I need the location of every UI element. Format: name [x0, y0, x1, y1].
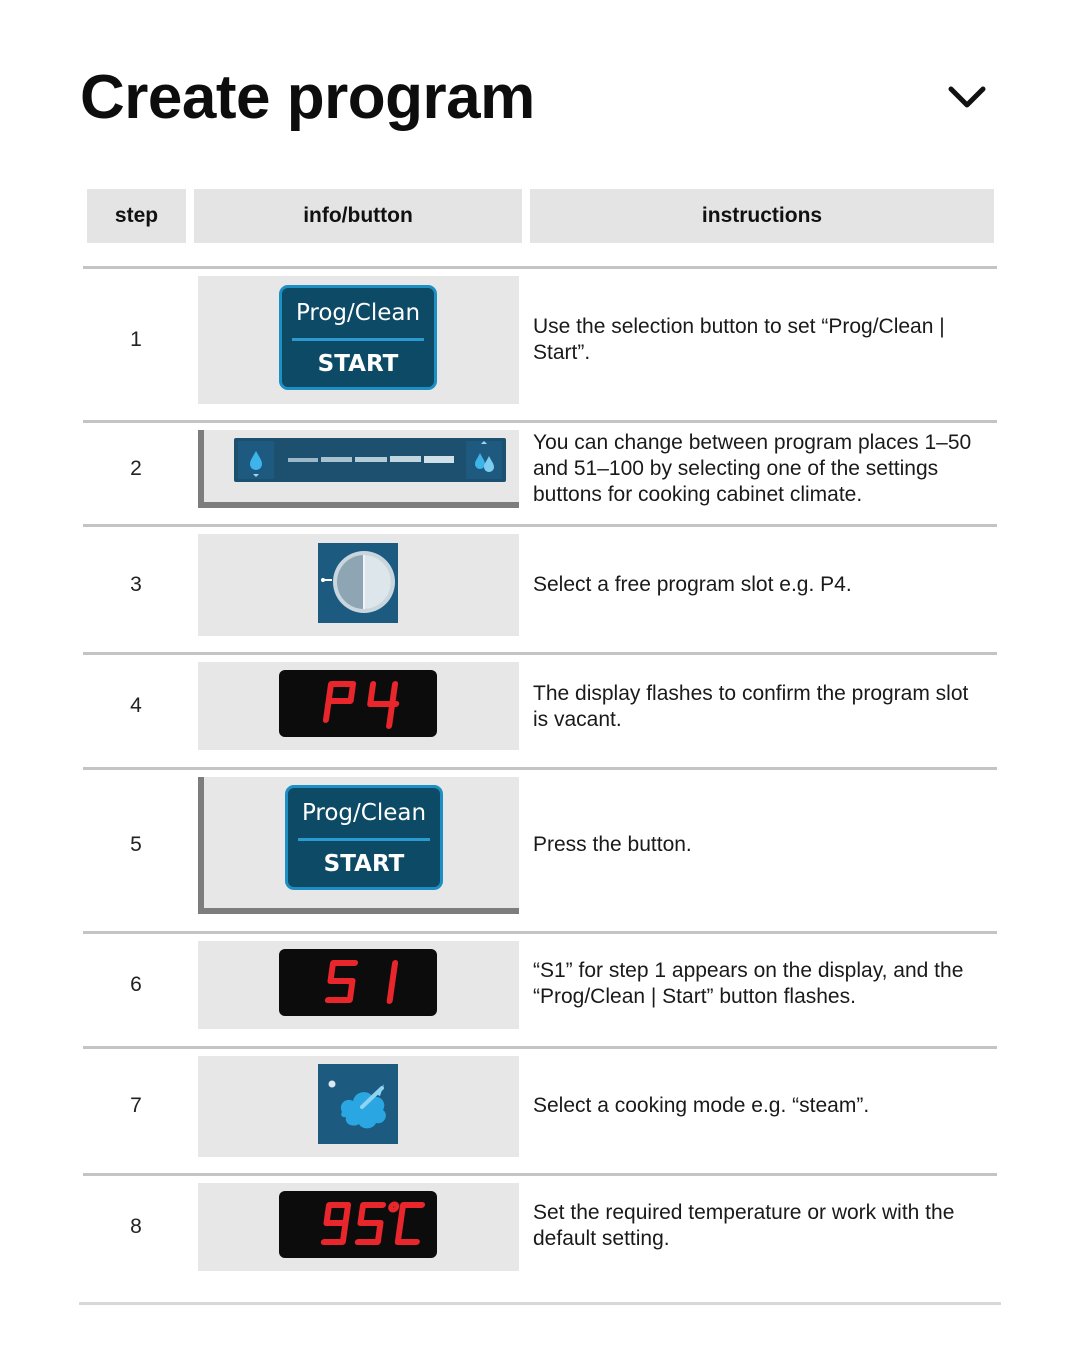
- row-divider: [83, 524, 997, 527]
- table-row: [83, 430, 997, 510]
- step-number: 4: [130, 694, 142, 717]
- instruction-text: The display flashes to confirm the program slot is vacant.: [533, 682, 969, 731]
- table-row: [83, 777, 997, 915]
- instruction-text: You can change between program places 1–50 and 51–100 by selecting one of the settings buttons for cooking cabinet climate.: [533, 431, 972, 506]
- cooking-cabinet-climate-bar[interactable]: [234, 438, 506, 482]
- row-divider: [83, 931, 997, 934]
- start-label: START: [317, 351, 399, 377]
- info-cell: [198, 662, 519, 750]
- column-header-instructions: instructions: [530, 189, 994, 243]
- row-divider: [83, 266, 997, 269]
- instruction-text: Select a free program slot e.g. P4.: [533, 573, 852, 596]
- led-display: [279, 670, 437, 737]
- water-drops-icon: [466, 441, 502, 479]
- row-divider: [83, 652, 997, 655]
- step-number: 8: [130, 1215, 142, 1238]
- instruction-text: Press the button.: [533, 833, 692, 856]
- led-digits: [279, 1191, 437, 1258]
- row-divider: [83, 420, 997, 423]
- prog-clean-label: Prog/Clean: [295, 300, 421, 326]
- row-divider: [83, 1173, 997, 1176]
- instruction-text: Select a cooking mode e.g. “steam”.: [533, 1094, 870, 1117]
- column-header-step: step: [87, 189, 186, 243]
- table-bottom-border: [79, 1302, 1001, 1305]
- table-row: [83, 1183, 997, 1271]
- step-number: 1: [130, 328, 142, 351]
- prog-clean-start-button[interactable]: [285, 785, 443, 890]
- table-row: [83, 662, 997, 750]
- climate-moist-button[interactable]: [466, 441, 502, 479]
- info-cell: [198, 777, 519, 914]
- instruction-text: Set the required temperature or work with the default setting.: [533, 1201, 955, 1250]
- page-title: Create program: [80, 63, 535, 132]
- led-digits: [279, 670, 437, 737]
- step-number: 5: [130, 833, 142, 856]
- step-number: 7: [130, 1094, 142, 1117]
- info-cell: [198, 534, 519, 636]
- button-separator: [298, 838, 430, 841]
- table-row: [83, 276, 997, 404]
- info-cell: [198, 941, 519, 1029]
- table-row: [83, 1056, 997, 1157]
- table-row: [83, 534, 997, 636]
- instruction-text: Use the selection button to set “Prog/Clean | Start”.: [533, 315, 945, 364]
- prog-clean-label: Prog/Clean: [301, 800, 427, 826]
- step-number: 6: [130, 973, 142, 996]
- climate-level-track: [288, 457, 454, 463]
- info-cell: [198, 276, 519, 404]
- climate-dry-button[interactable]: [238, 441, 274, 479]
- table-row: [83, 941, 997, 1029]
- column-header-info-button: info/button: [194, 189, 522, 243]
- selection-dial-icon[interactable]: [318, 543, 398, 623]
- water-drop-icon: [238, 441, 274, 479]
- led-display: [279, 1191, 437, 1258]
- step-number: 3: [130, 573, 142, 596]
- led-display: [279, 949, 437, 1016]
- led-digits: [279, 949, 437, 1016]
- info-cell: [198, 1056, 519, 1157]
- chevron-down-icon[interactable]: [946, 82, 988, 112]
- start-label: START: [323, 851, 405, 877]
- row-divider: [83, 767, 997, 770]
- steam-mode-icon[interactable]: [318, 1064, 398, 1144]
- info-cell: [198, 1183, 519, 1271]
- info-cell: [198, 430, 519, 508]
- step-number: 2: [130, 457, 142, 480]
- row-divider: [83, 1046, 997, 1049]
- instruction-text: “S1” for step 1 appears on the display, and the “Prog/Clean | Start” button flashes.: [533, 959, 964, 1008]
- button-separator: [292, 338, 424, 341]
- prog-clean-start-button[interactable]: [279, 285, 437, 390]
